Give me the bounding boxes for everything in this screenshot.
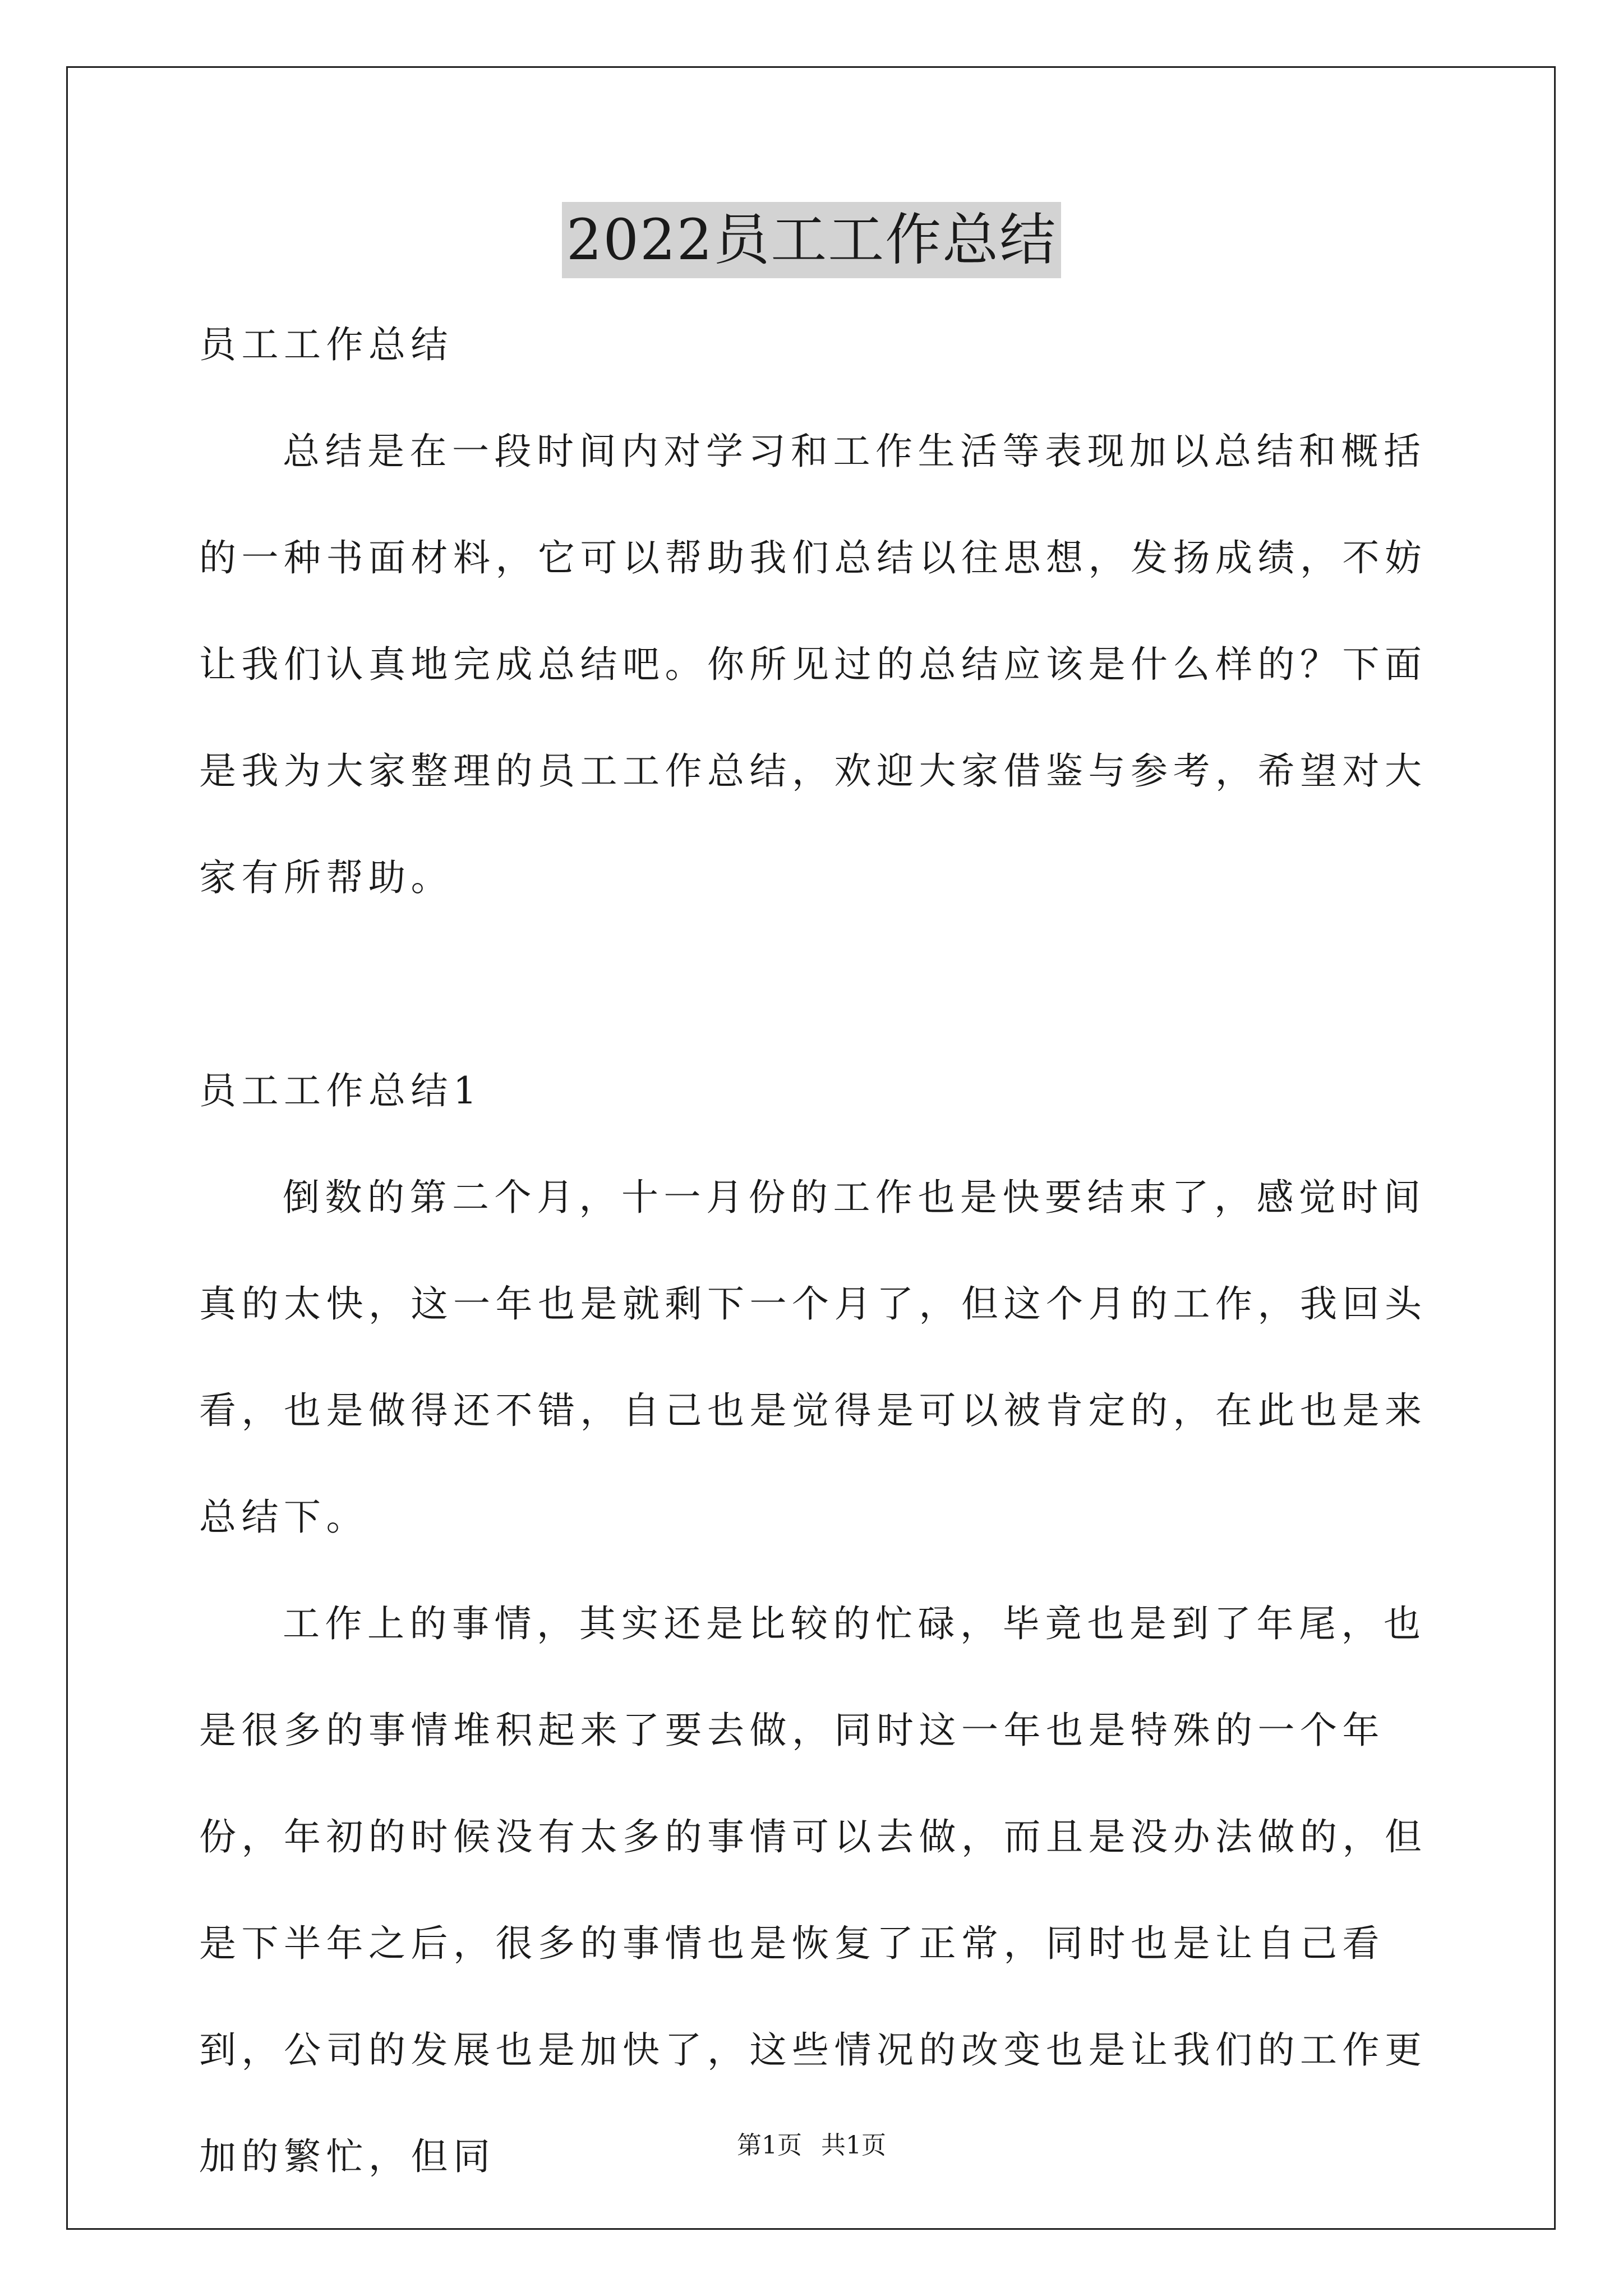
section-gap [199,931,1433,1038]
body-paragraph: 工作上的事情，其实还是比较的忙碌，毕竟也是到了年尾，也是很多的事情堆积起来了要去做，同时这一年也是特殊的一个年份，年初的时候没有太多的事情可以去做，而且是没办法做的，但是下半年之后，很多的事情也是恢复了正常，同时也是让自己看到，公司的发展也是加快了，这些情况的改变也是让我们的工作更加的繁忙，但同 [199,1602,1427,2178]
body-paragraph: 倒数的第二个月，十一月份的工作也是快要结束了，感觉时间真的太快，这一年也是就剩下一个月了，但这个月的工作，我回头看，也是做得还不错，自己也是觉得是可以被肯定的，在此也是来总结下。 [199,1176,1427,1539]
section-heading: 员工工作总结1 [199,1069,482,1112]
page-footer: 第1页 共1页 [737,2131,886,2160]
document-title: 2022员工工作总结 [562,202,1062,278]
document-body [199,292,1433,2210]
section-heading: 员工工作总结 [199,323,453,366]
title-container [0,202,1623,278]
intro-paragraph: 总结是在一段时间内对学习和工作生活等表现加以总结和概括的一种书面材料，它可以帮助我们总结以往思想，发扬成绩，不妨让我们认真地完成总结吧。你所见过的总结应该是什么样的？下面是我为大家整理的员工工作总结，欢迎大家借鉴与参考，希望对大家有所帮助。 [199,430,1427,899]
